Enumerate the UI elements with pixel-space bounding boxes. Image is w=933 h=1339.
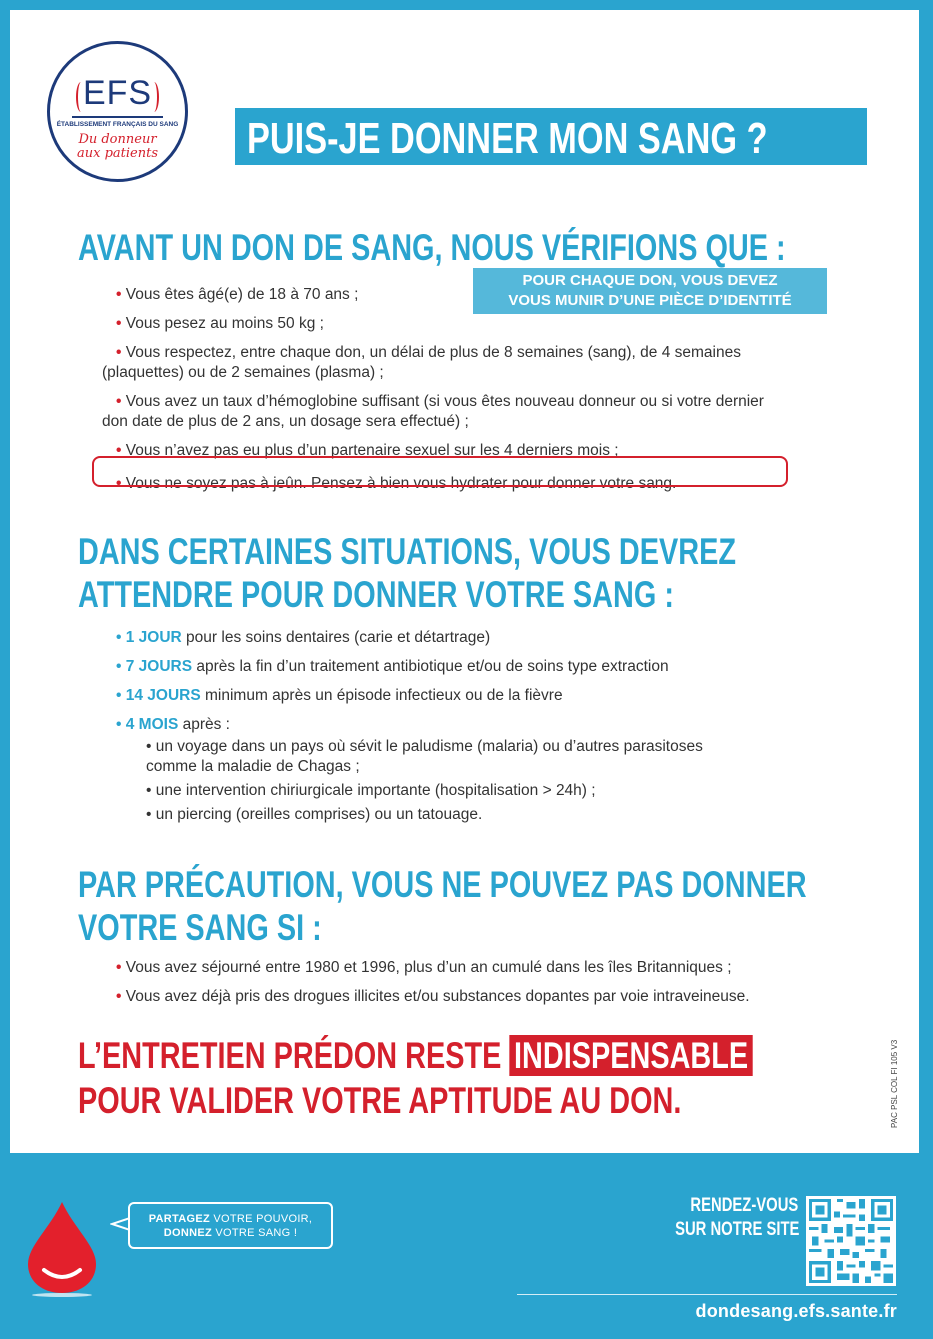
section2-heading-line-2: ATTENDRE POUR DONNER VOTRE SANG : [78, 574, 674, 615]
bullet: • [116, 286, 122, 303]
logo-bar [72, 116, 163, 118]
delay-label: 7 JOURS [125, 658, 193, 675]
page-title: PUIS-JE DONNER MON SANG ? [247, 114, 768, 163]
closing-message [78, 1033, 933, 1123]
list-item [116, 628, 836, 648]
list-item [116, 657, 836, 677]
list-item [116, 715, 836, 735]
list-item-text: minimum après un épisode infectieux ou de la fièvre [200, 687, 563, 704]
sub-list-item-text: un piercing (oreilles comprises) ou un tatouage. [155, 806, 483, 823]
slogan-2-rest: VOTRE SANG ! [212, 1227, 298, 1239]
id-notice-line-1: POUR CHAQUE DON, VOUS DEVEZ [522, 272, 778, 289]
website-callout-line-1: RENDEZ-VOUS [690, 1195, 798, 1216]
section2-heading [78, 530, 922, 616]
slogan-bubble [128, 1202, 333, 1249]
list-item-text: après la fin d’un traitement antibiotique et/ou de soins type extraction [192, 658, 669, 675]
bullet: • [116, 315, 122, 332]
bullet: • [116, 658, 122, 675]
sub-list-item: • un voyage dans un pays où sévit le paludisme (malaria) ou d’autres parasitoses comme la maladie de Chagas ; [146, 738, 703, 775]
closing-line-1-text: L’ENTRETIEN PRÉDON RESTE [78, 1035, 510, 1076]
slogan-2-bold: DONNEZ [163, 1227, 213, 1239]
closing-line-1 [78, 1033, 753, 1078]
list-item [102, 392, 767, 432]
section3-list [116, 958, 886, 1016]
list-item-text: Vous avez déjà pris des drogues illicites et/ou substances dopantes par voie intraveineuse. [125, 988, 750, 1005]
list-item [116, 686, 836, 706]
sub-list-item-text: un voyage dans un pays où sévit le paludisme (malaria) ou d’autres parasitoses comme la maladie de Chagas ; [146, 738, 703, 775]
logo-name: EFS [82, 74, 153, 112]
reference-code-text: PAC PSL COL FI 105 V3 [890, 1039, 899, 1128]
footer-divider [517, 1294, 897, 1295]
id-notice-line-2: VOUS MUNIR D’UNE PIÈCE D’IDENTITÉ [508, 292, 792, 309]
list-item [116, 958, 886, 978]
closing-line-2: POUR VALIDER VOTRE APTITUDE AU DON. [78, 1080, 682, 1121]
list-item-text: Vous êtes âgé(e) de 18 à 70 ans ; [125, 286, 359, 303]
section3-heading [78, 863, 933, 949]
slogan-line-1 [130, 1212, 331, 1226]
section2-list [116, 628, 836, 829]
delay-label: 1 JOUR [125, 629, 182, 646]
section3-heading-line-2: VOTRE SANG SI : [78, 907, 322, 948]
bullet: • [116, 442, 122, 459]
efs-logo [47, 41, 188, 182]
list-item [116, 987, 886, 1007]
list-item-text: après : [178, 716, 230, 733]
reference-code [890, 1018, 904, 1128]
logo-subtitle: ÉTABLISSEMENT FRANÇAIS DU SANG [56, 121, 179, 128]
logo-tagline-2: aux patients [76, 146, 158, 161]
list-item-text: Vous avez séjourné entre 1980 et 1996, plus d’un an cumulé dans les îles Britanniques ; [125, 959, 732, 976]
website-callout [640, 1194, 798, 1242]
sub-list-item: • un piercing (oreilles comprises) ou un tatouage. [146, 806, 483, 823]
slogan-1-rest: VOTRE POUVOIR, [209, 1213, 313, 1225]
list-item-text: Vous pesez au moins 50 kg ; [125, 315, 324, 332]
blood-drop-icon [22, 1198, 102, 1298]
section2-sub-list [146, 737, 756, 825]
speech-bubble-tail-icon [110, 1214, 130, 1234]
section1-heading [78, 226, 933, 269]
bullet: • [116, 988, 122, 1005]
highlight-frame [92, 456, 788, 487]
section1-heading-text: AVANT UN DON DE SANG, NOUS VÉRIFIONS QUE : [78, 227, 786, 268]
bullet: • [116, 344, 122, 361]
list-item-text: Vous ne soyez pas à jeûn. Pensez à bien vous hydrater pour donner votre sang. [125, 475, 677, 492]
logo-tagline-1: Du donneur [78, 132, 157, 147]
logo-tagline [50, 133, 185, 161]
slogan-1-bold: PARTAGEZ [148, 1213, 210, 1225]
closing-highlight: INDISPENSABLE [509, 1035, 752, 1076]
bullet: • [116, 475, 122, 492]
sub-list-item: • une intervention chiriurgicale importante (hospitalisation > 24h) ; [146, 782, 596, 799]
page-title-box [235, 108, 867, 165]
section3-heading-line-1: PAR PRÉCAUTION, VOUS NE POUVEZ PAS DONNER [78, 864, 807, 905]
list-item-text: Vous respectez, entre chaque don, un délai de plus de 8 semaines (sang), de 4 semaines (plaquettes) ou de 2 semaines (plasma) ; [102, 344, 741, 381]
list-item [102, 285, 462, 305]
qr-code-icon[interactable] [806, 1196, 896, 1286]
list-item [102, 343, 802, 383]
website-link[interactable]: dondesang.efs.sante.fr [695, 1301, 897, 1321]
bullet: • [116, 959, 122, 976]
delay-label: 4 MOIS [125, 716, 179, 733]
list-item-text: pour les soins dentaires (carie et détartrage) [181, 629, 491, 646]
list-item-text: Vous n’avez pas eu plus d’un partenaire sexuel sur les 4 derniers mois ; [125, 442, 619, 459]
list-item-text: Vous avez un taux d’hémoglobine suffisant (si vous êtes nouveau donneur ou si votre dernier don date de plus de 2 ans, un dosage sera effectué) ; [102, 393, 764, 430]
slogan-line-2 [130, 1226, 331, 1240]
bullet: • [116, 716, 122, 733]
delay-label: 14 JOURS [125, 687, 201, 704]
bullet: • [116, 629, 122, 646]
bullet: • [116, 393, 122, 410]
website-callout-line-2: SUR NOTRE SITE [675, 1219, 800, 1240]
section2-heading-line-1: DANS CERTAINES SITUATIONS, VOUS DEVREZ [78, 531, 736, 572]
bullet: • [116, 687, 122, 704]
list-item [102, 314, 802, 334]
sub-list-item-text: une intervention chiriurgicale importante (hospitalisation > 24h) ; [155, 782, 596, 799]
